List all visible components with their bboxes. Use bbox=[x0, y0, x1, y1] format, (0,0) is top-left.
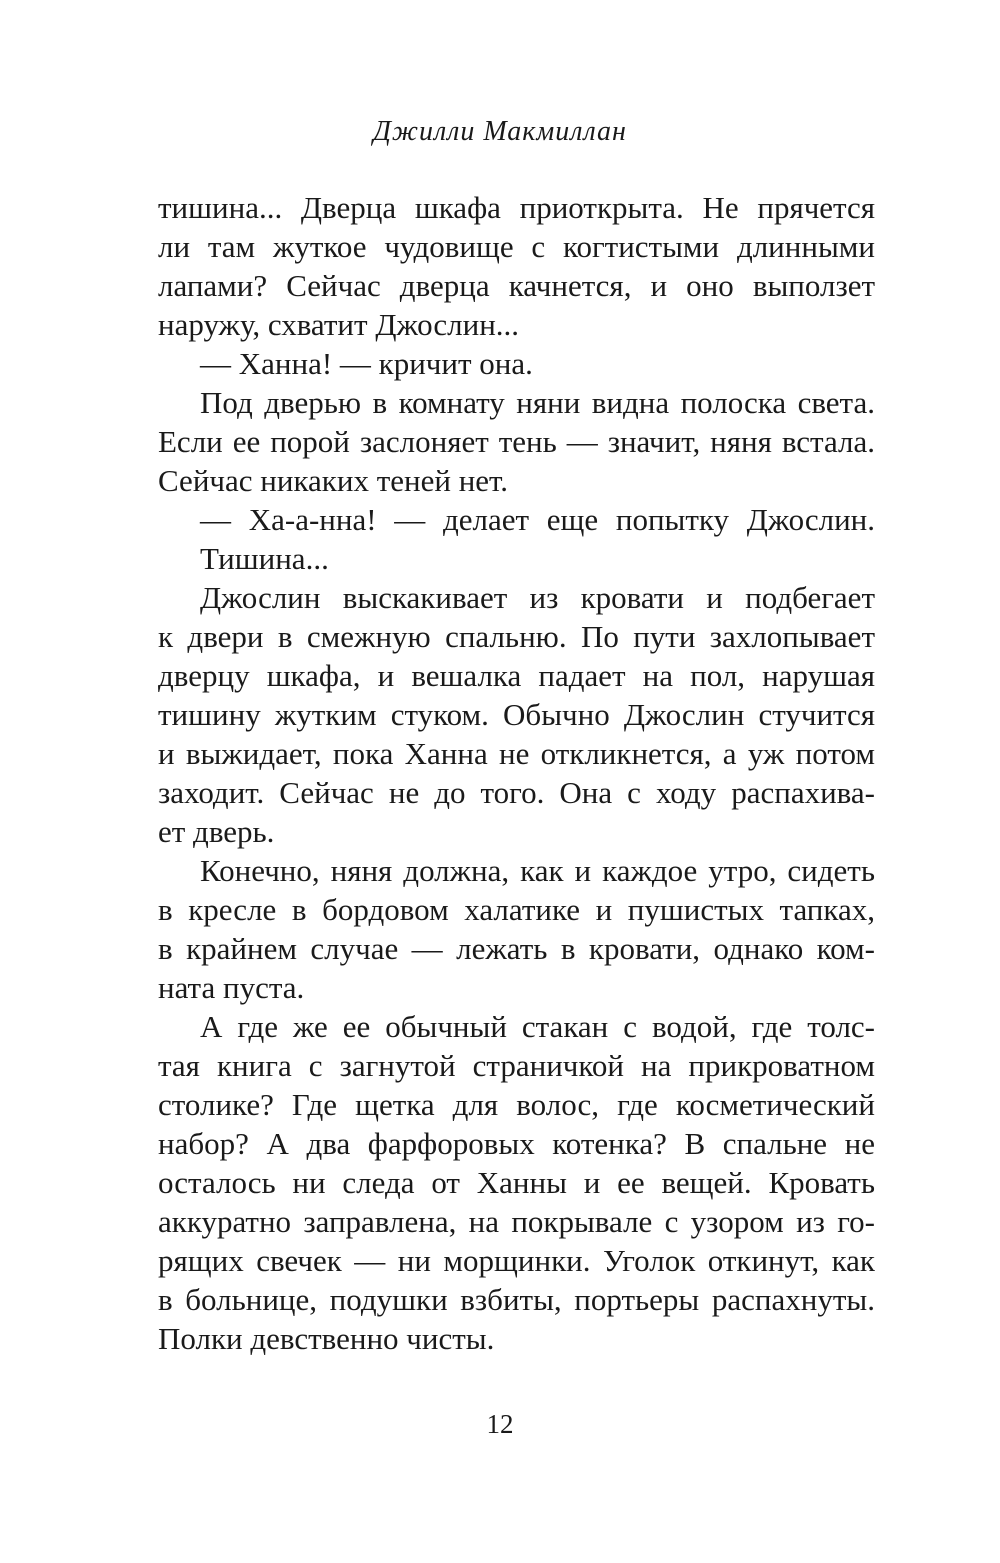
text-line: тишину жутким стуком. Обычно Джослин стучится bbox=[158, 697, 875, 732]
body-text bbox=[158, 188, 875, 1358]
text-line: Под дверью в комнату няни видна полоска света. bbox=[200, 385, 875, 420]
text-line: дверцу шкафа, и вешалка падает на пол, нарушая bbox=[158, 658, 875, 693]
text-line: в кресле в бордовом халатике и пушистых тапках, bbox=[158, 892, 875, 927]
text-line: осталось ни следа от Ханны и ее вещей. Кровать bbox=[158, 1165, 875, 1200]
text-line: Полки девственно чисты. bbox=[158, 1321, 495, 1356]
text-line: заходит. Сейчас не до того. Она с ходу распахива- bbox=[158, 775, 875, 810]
text-line: рящих свечек — ни морщинки. Уголок откинут, как bbox=[158, 1243, 875, 1278]
text-line: — Ханна! — кричит она. bbox=[200, 346, 533, 381]
text-line: набор? А два фарфоровых котенка? В спальне не bbox=[158, 1126, 875, 1161]
page-number: 12 bbox=[486, 1409, 514, 1439]
text-line: и выжидает, пока Ханна не откликнется, а уж потом bbox=[158, 736, 875, 771]
text-line: А где же ее обычный стакан с водой, где толс- bbox=[200, 1009, 875, 1044]
text-line: Тишина... bbox=[200, 541, 329, 576]
text-line: ната пуста. bbox=[158, 970, 305, 1005]
text-line: в крайнем случае — лежать в кровати, однако ком- bbox=[158, 931, 875, 966]
text-line: наружу, схватит Джослин... bbox=[158, 307, 520, 342]
text-line: тая книга с загнутой страничкой на прикроватном bbox=[158, 1048, 875, 1083]
text-line: Сейчас никаких теней нет. bbox=[158, 463, 509, 498]
text-line: Если ее порой заслоняет тень — значит, няня встала. bbox=[158, 424, 875, 459]
text-line: аккуратно заправлена, на покрывале с узором из го- bbox=[158, 1204, 875, 1239]
text-line: Конечно, няня должна, как и каждое утро, сидеть bbox=[200, 853, 875, 888]
text-line: к двери в смежную спальню. По пути захлопывает bbox=[158, 619, 875, 654]
running-header-author: Джилли Макмиллан bbox=[373, 116, 627, 147]
text-line: в больнице, подушки взбиты, портьеры распахнуты. bbox=[158, 1282, 875, 1317]
text-line: — Ха-а-нна! — делает еще попытку Джослин. bbox=[200, 502, 875, 537]
text-line: ет дверь. bbox=[158, 814, 275, 849]
text-line: Джослин выскакивает из кровати и подбегает bbox=[200, 580, 875, 615]
text-line: тишина... Дверца шкафа приоткрыта. Не прячется bbox=[158, 190, 875, 225]
text-line: ли там жуткое чудовище с когтистыми длинными bbox=[158, 229, 875, 264]
text-line: лапами? Сейчас дверца качнется, и оно выползет bbox=[158, 268, 875, 303]
text-line: столике? Где щетка для волос, где косметический bbox=[158, 1087, 875, 1122]
